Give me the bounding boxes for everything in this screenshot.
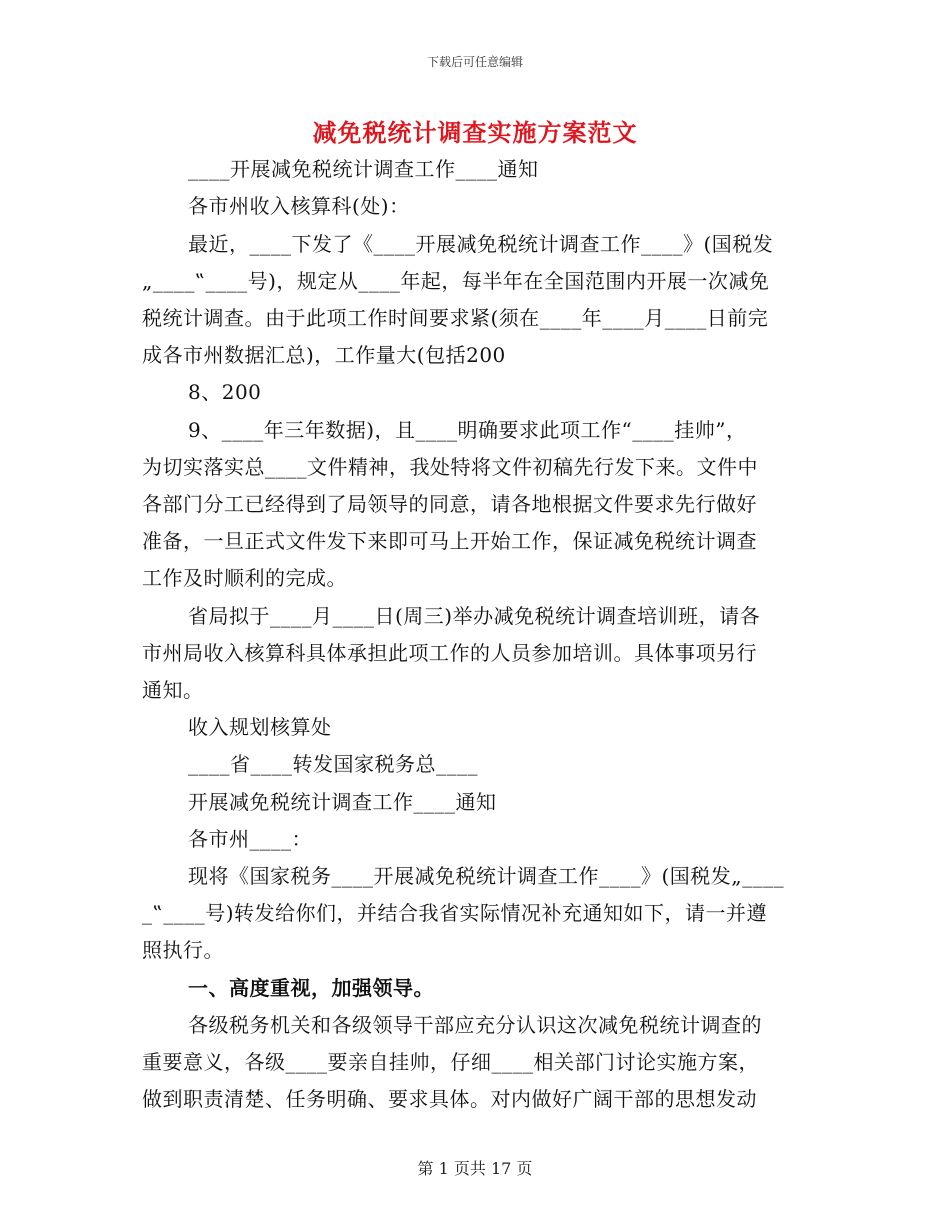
paragraph-line: 各部门分工已经得到了局领导的同意，请各地根据文件要求先行做好 [142, 492, 757, 516]
paragraph-line: 为切实落实总____文件精神，我处特将文件初稿先行发下来。文件中 [142, 455, 758, 479]
paragraph-line: 税统计调查。由于此项工作时间要求紧(须在____年____月____日前完 [142, 306, 769, 330]
forward-heading-line: 开展减免税统计调查工作____通知 [188, 790, 497, 814]
paragraph-line: 9、____年三年数据)，且____明确要求此项工作“____挂帅”， [188, 418, 747, 442]
paragraph-line: 市州局收入核算科具体承担此项工作的人员参加培训。具体事项另行 [142, 641, 757, 665]
forward-heading-line: ____省____转发国家税务总____ [188, 752, 478, 776]
paragraph-line: 成各市州数据汇总)，工作量大(包括200 [142, 343, 506, 367]
paragraph-line: 通知。 [142, 678, 204, 702]
paragraph-line: 各级税务机关和各级领导干部应充分认识这次减免税统计调查的 [188, 1013, 762, 1037]
paragraph-line: 照执行。 [142, 938, 224, 962]
signature-line: 收入规划核算处 [188, 715, 332, 739]
paragraph-line: „____‟____号)，规定从____年起，每半年在全国范围内开展一次减免 [142, 269, 770, 293]
paragraph-line: 工作及时顺利的完成。 [142, 566, 347, 590]
paragraph-line: _‟____号)转发给你们，并结合我省实际情况补充通知如下，请一并遵 [142, 901, 768, 925]
paragraph-line: 省局拟于____月____日(周三)举办减免税统计调查培训班，请各 [188, 604, 761, 628]
document-title: 减免税统计调查实施方案范文 [312, 118, 638, 147]
salutation-line: 各市州收入核算科(处)： [188, 194, 410, 218]
paragraph-line: 现将《国家税务____开展减免税统计调查工作____》(国税发„____ [188, 864, 785, 888]
page-header: 下载后可任意编辑 [426, 55, 523, 69]
paragraph-line: 重要意义，各级____要亲自挂帅，仔细____相关部门讨论实施方案， [142, 1050, 759, 1074]
section-heading: 一、高度重视，加强领导。 [188, 976, 434, 1000]
paragraph-line: 8、200 [188, 380, 262, 404]
paragraph-line: 准备，一旦正式文件发下来即可马上开始工作，保证减免税统计调查 [142, 529, 757, 553]
notice-heading-line: ____开展减免税统计调查工作____通知 [188, 157, 539, 181]
salutation-line: 各市州____： [188, 827, 312, 851]
paragraph-line: 最近，____下发了《____开展减免税统计调查工作____》(国税发 [188, 232, 774, 256]
paragraph-line: 做到职责清楚、任务明确、要求具体。对内做好广阔干部的思想发动 [142, 1087, 757, 1111]
page-footer: 第 1 页共 17 页 [417, 1159, 533, 1178]
